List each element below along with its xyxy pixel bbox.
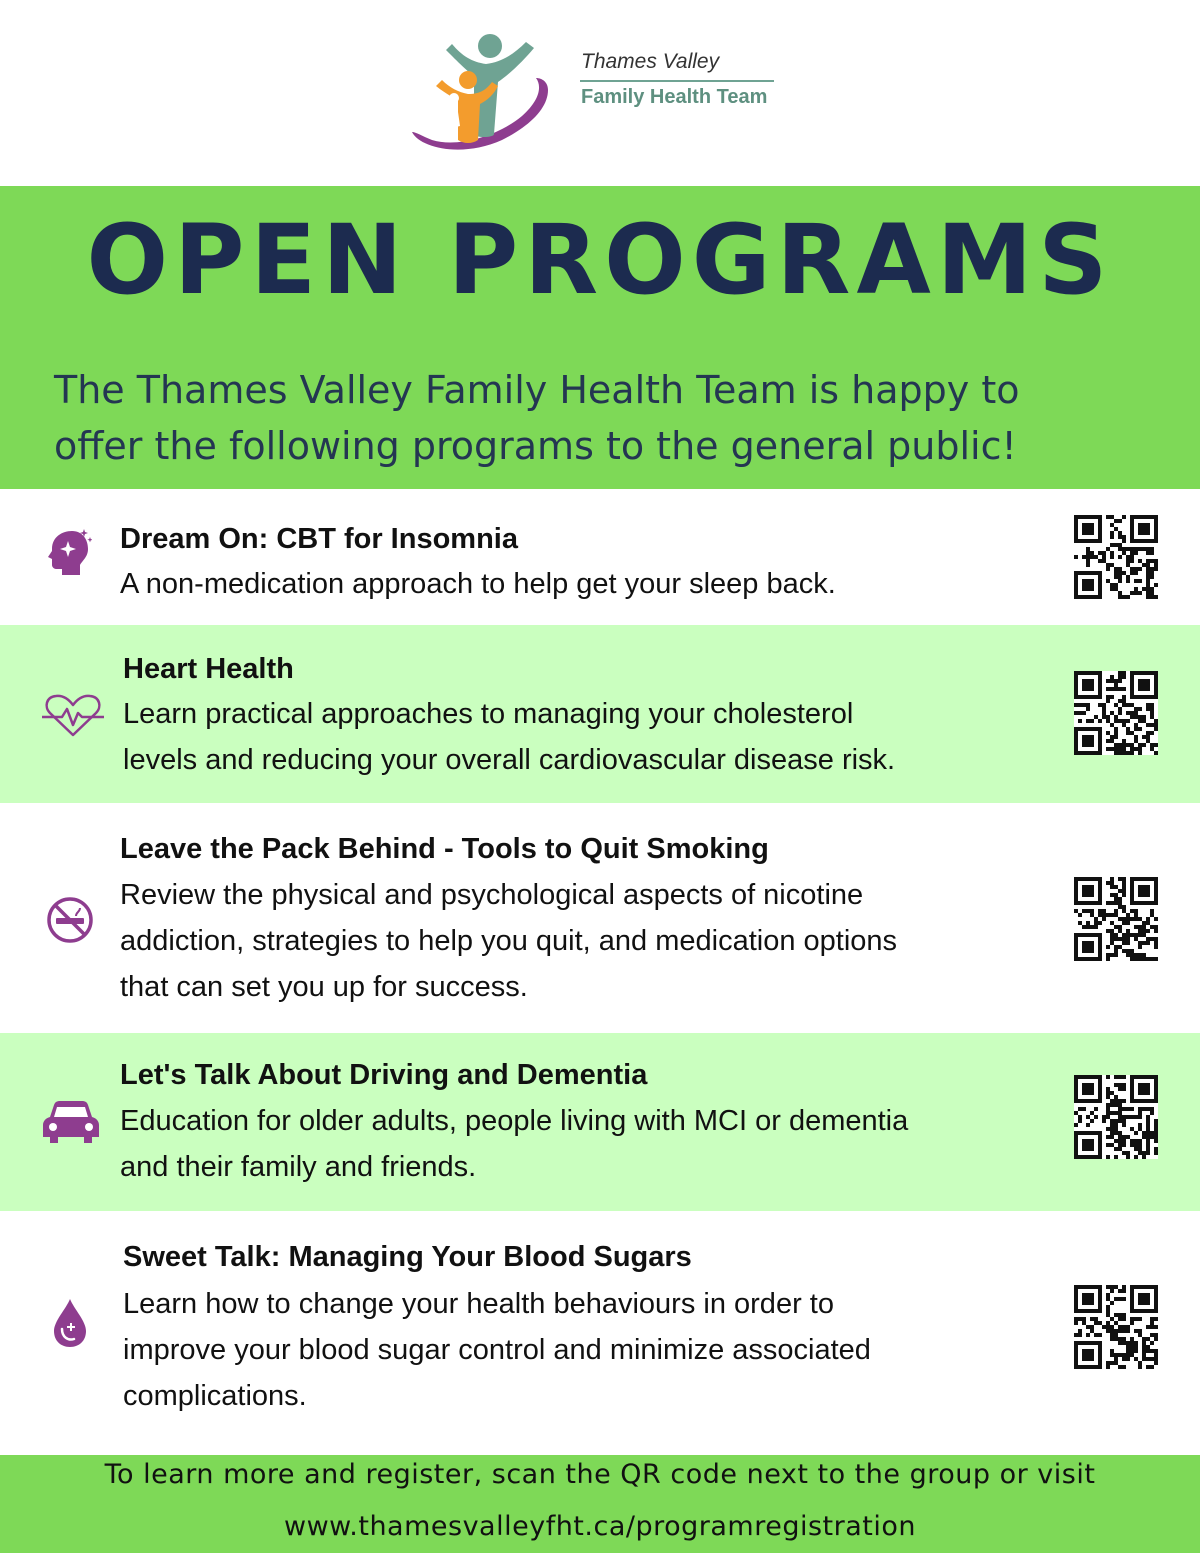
footer [0, 1455, 1200, 1553]
family-health-team-logo [402, 28, 552, 160]
header [0, 0, 1200, 186]
program-description [123, 691, 895, 783]
program-description [120, 872, 897, 1010]
page-title: OPEN PROGRAMS [86, 204, 1114, 316]
car-icon [42, 1099, 100, 1145]
org-name-line1: Thames Valley [581, 50, 720, 73]
program-title: Leave the Pack Behind - Tools to Quit Smoking [120, 833, 769, 865]
no-smoking-icon [46, 896, 94, 944]
registration-link[interactable]: www.thamesvalleyfht.ca/programregistration [284, 1511, 916, 1542]
program-row-heart-health [0, 625, 1200, 803]
heartbeat-icon [42, 693, 104, 739]
program-row-insomnia [0, 489, 1200, 625]
program-description-line: addiction, strategies to help you quit, and medication options [120, 925, 898, 957]
program-row-quit-smoking [0, 803, 1200, 1033]
program-row-driving-dementia [0, 1033, 1200, 1211]
program-description-line: improve your blood sugar control and minimize associated [123, 1334, 871, 1366]
blood-drop-icon [52, 1297, 88, 1349]
org-name-line2: Family Health Team [581, 86, 768, 108]
footer-instructions: To learn more and register, scan the QR code next to the group or visit [104, 1459, 1096, 1490]
program-title: Heart Health [123, 653, 294, 685]
program-title: Let's Talk About Driving and Dementia [120, 1059, 648, 1091]
qr-code[interactable] [1074, 1075, 1158, 1159]
program-description-line: and their family and friends. [120, 1151, 477, 1183]
program-title: Dream On: CBT for Insomnia [120, 523, 518, 555]
program-description [123, 1281, 871, 1419]
banner-subtitle-line1: The Thames Valley Family Health Team is happy to [54, 368, 1020, 412]
program-description [120, 561, 836, 607]
program-description-line: Education for older adults, people living with MCI or dementia [120, 1105, 909, 1137]
head-sparkle-icon [44, 527, 92, 579]
program-description [120, 1098, 908, 1190]
program-description-line: Learn practical approaches to managing your cholesterol [123, 698, 854, 730]
qr-code[interactable] [1074, 877, 1158, 961]
program-description-line: levels and reducing your overall cardiovascular disease risk. [123, 744, 896, 776]
qr-code[interactable] [1074, 671, 1158, 755]
qr-code[interactable] [1074, 515, 1158, 599]
qr-code[interactable] [1074, 1285, 1158, 1369]
logo-divider [580, 80, 774, 82]
program-description-line: Review the physical and psychological aspects of nicotine [120, 879, 864, 911]
program-description-line: complications. [123, 1380, 307, 1412]
program-title: Sweet Talk: Managing Your Blood Sugars [123, 1241, 692, 1273]
program-description-line: Learn how to change your health behaviours in order to [123, 1288, 834, 1320]
program-description-line: A non-medication approach to help get your sleep back. [120, 568, 836, 600]
banner-subtitle-line2: offer the following programs to the general public! [54, 424, 1017, 468]
program-description-line: that can set you up for success. [120, 971, 528, 1003]
program-row-blood-sugars [0, 1211, 1200, 1455]
banner-subtitle [54, 362, 1164, 474]
